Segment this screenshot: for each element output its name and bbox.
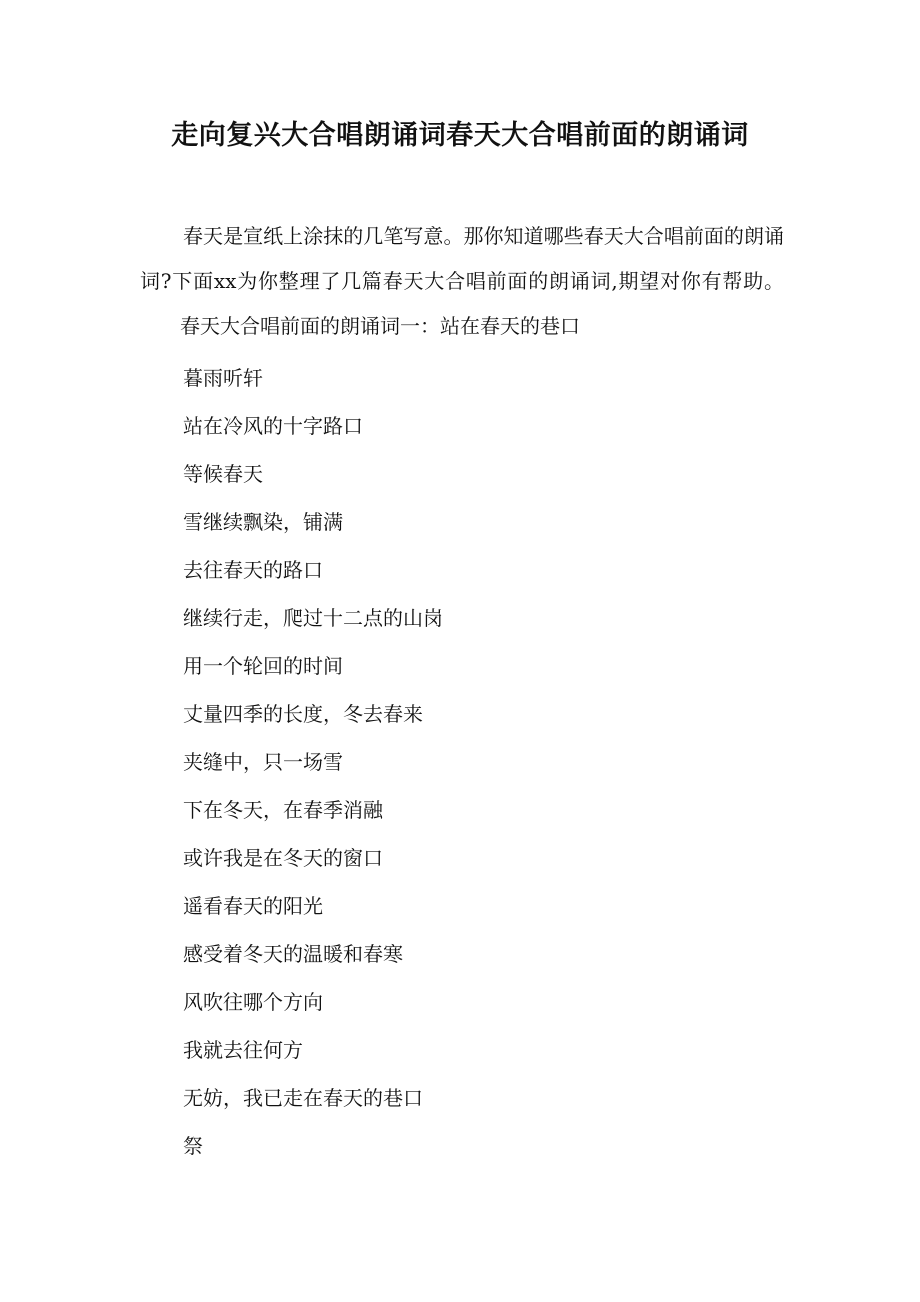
poem-line: 感受着冬天的温暖和春寒 [183,942,403,966]
intro-paragraph [140,214,784,349]
poem-line: 丈量四季的长度，冬去春来 [183,702,423,726]
poem-line: 等候春天 [183,462,263,486]
poem-line: 站在冷风的十字路口 [183,414,363,438]
poem-line: 夹缝中，只一场雪 [183,750,343,774]
poem-line: 用一个轮回的时间 [183,654,343,678]
poem-line: 雪继续飘染，铺满 [183,510,343,534]
poem-line: 或许我是在冬天的窗口 [183,846,383,870]
poem-line: 无妨，我已走在春天的巷口 [183,1086,423,1110]
poem-lines [183,356,443,1172]
poem-line: 我就去往何方 [183,1038,303,1062]
poem-line: 遥看春天的阳光 [183,894,323,918]
poem-line: 风吹往哪个方向 [183,990,323,1014]
poem-line: 下在冬天，在春季消融 [183,798,383,822]
poem-line: 暮雨听轩 [183,366,263,390]
intro-text: 春天是宣纸上涂抹的几笔写意。那你知道哪些春天大合唱前面的朗诵词?下面xx为你整理了几篇春天大合唱前面的朗诵词,期望对你有帮助。 [140,224,784,293]
poem-line: 祭 [183,1134,203,1158]
poem-line: 去往春天的路口 [183,558,323,582]
document-title: 走向复兴大合唱朗诵词春天大合唱前面的朗诵词 [171,120,749,151]
section-heading: 春天大合唱前面的朗诵词一：站在春天的巷口 [180,314,580,338]
poem-line: 继续行走，爬过十二点的山岗 [183,606,443,630]
